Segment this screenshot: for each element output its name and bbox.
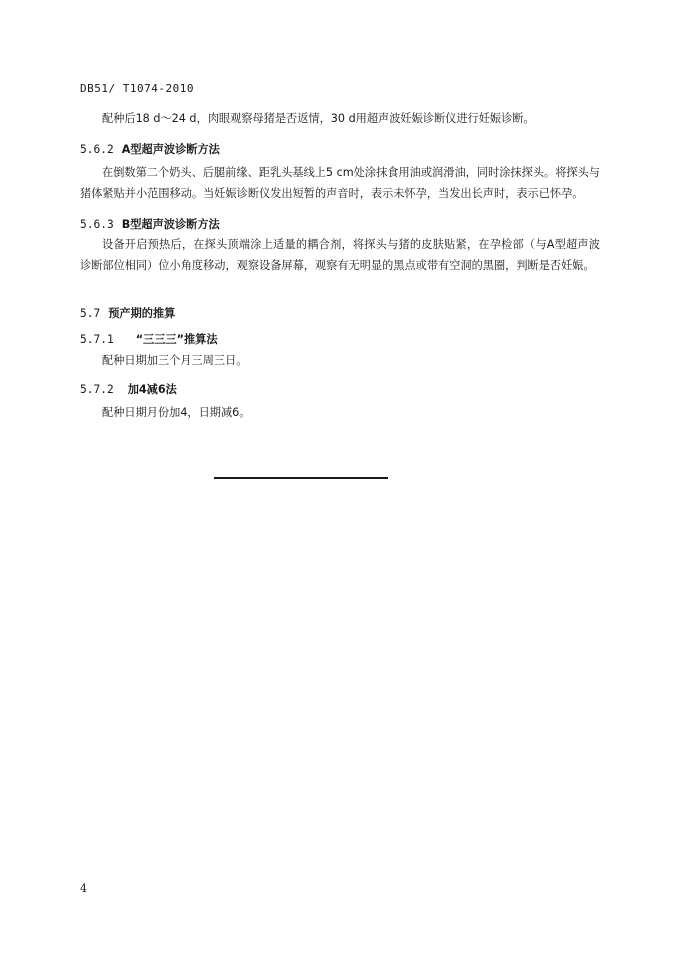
- heading-title: B型超声波诊断方法: [121, 218, 220, 231]
- paragraph-a-type-method: 在倒数第二个奶头、后腿前缘、距乳头基线上5 cm处涂抹食用油或润滑油，同时涂抹探头。将探头与猪体紧贴并小范围移动。当妊娠诊断仪发出短暂的声音时，表示未怀孕，当发出长声时，表示已怀孕。: [80, 166, 600, 200]
- heading-5-7: [80, 305, 175, 321]
- page-number: 4: [80, 882, 87, 895]
- heading-number: 5.7: [80, 307, 101, 320]
- paragraph-mating-observation: 配种后18 d～24 d，肉眼观察母猪是否返情，30 d用超声波妊娠诊断仪进行妊娠诊断。: [102, 112, 535, 125]
- heading-5-6-2: [80, 141, 220, 157]
- paragraph-333-method: 配种日期加三个月三周三日。: [102, 354, 248, 367]
- heading-number: 5.7.1: [80, 333, 114, 346]
- heading-title: 预产期的推算: [108, 307, 176, 320]
- document-code-header: DB51/ T1074-2010: [80, 82, 194, 95]
- heading-title: 加4减6法: [127, 383, 177, 396]
- heading-number: 5.6.3: [80, 218, 114, 231]
- paragraph-plus4-minus6-method: 配种日期月份加4，日期减6。: [102, 406, 251, 419]
- heading-title: “三三三”推算法: [135, 333, 218, 346]
- heading-5-7-1: [80, 331, 218, 347]
- heading-5-6-3: [80, 216, 220, 232]
- end-of-document-rule: [214, 477, 388, 479]
- heading-5-7-2: [80, 381, 177, 397]
- heading-title: A型超声波诊断方法: [121, 143, 220, 156]
- heading-number: 5.7.2: [80, 383, 114, 396]
- heading-number: 5.6.2: [80, 143, 114, 156]
- paragraph-b-type-method: 设备开启预热后，在探头顶端涂上适量的耦合剂，将探头与猪的皮肤贴紧，在孕检部（与A型超声波诊断部位相同）位小角度移动，观察设备屏幕，观察有无明显的黑点或带有空洞的黑圈，判断是否妊娠。: [80, 238, 600, 272]
